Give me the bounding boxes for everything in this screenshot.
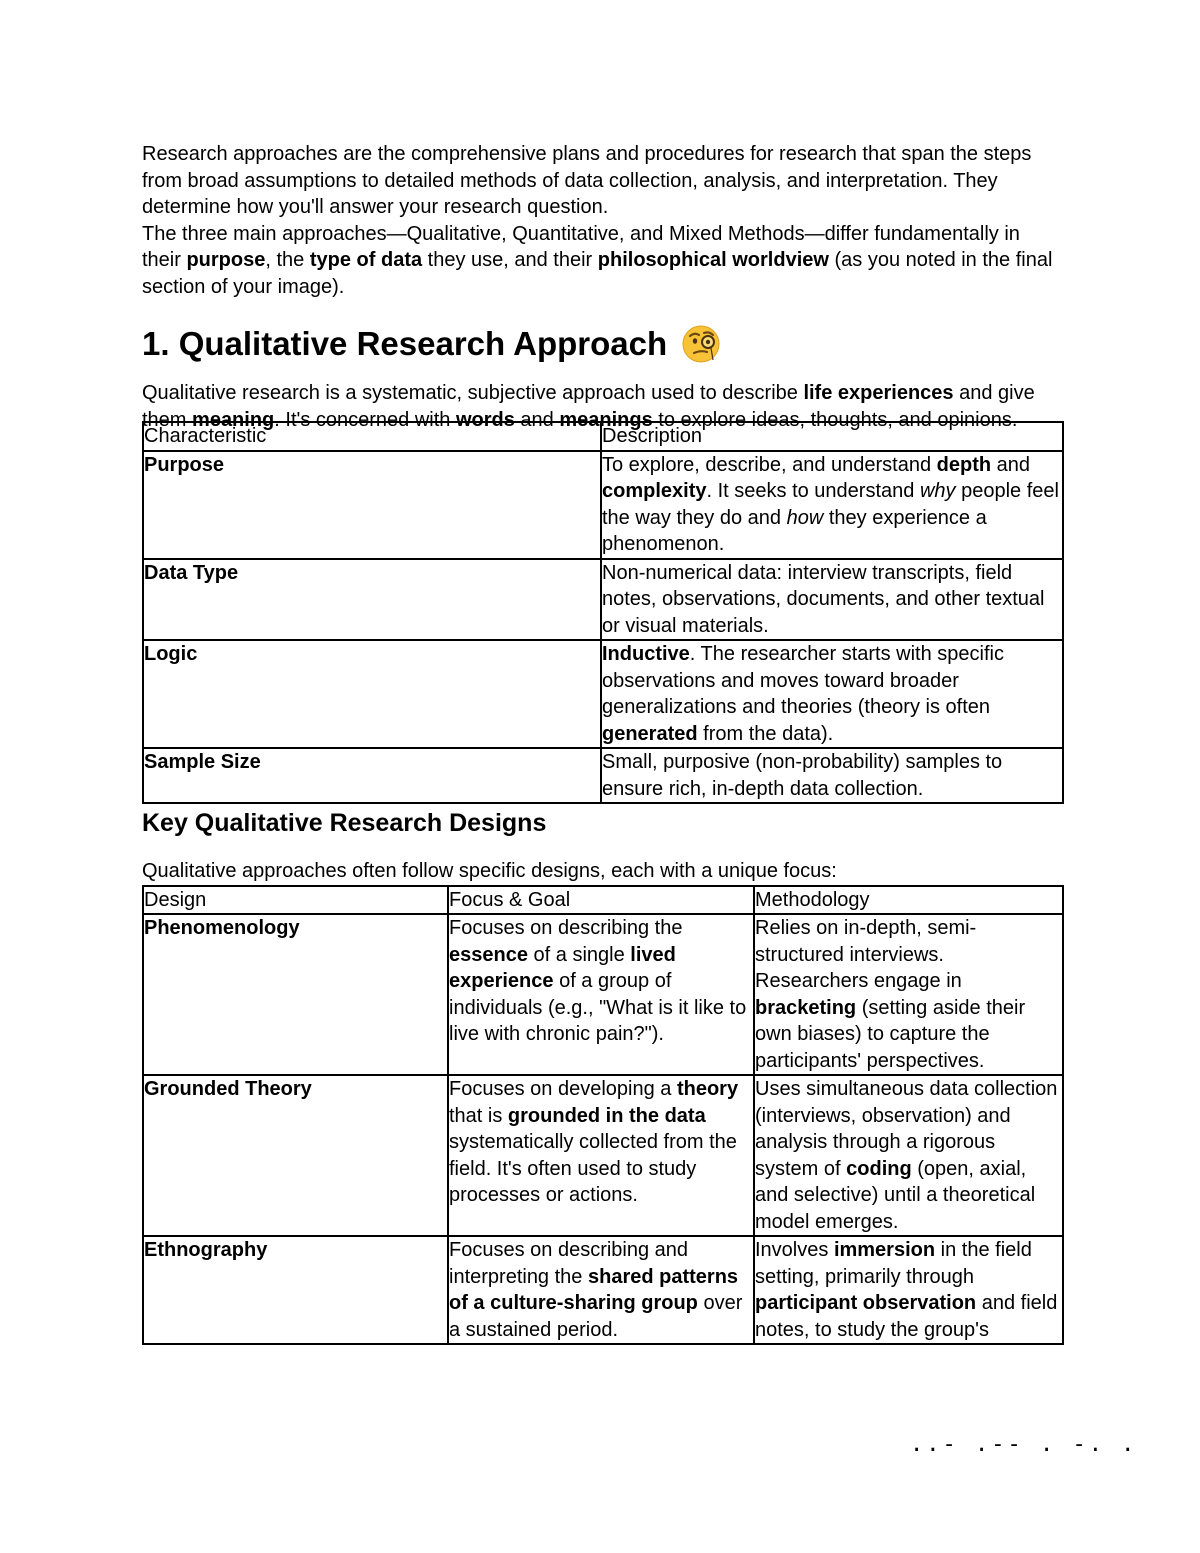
intro-paragraph-1: Research approaches are the comprehensive plans and procedures for research that span the steps from broad assumptions to detailed methods of data collection, analysis, and interpretation. They determine how you'll answer your research question. — [142, 143, 1032, 218]
bold-run: meaning — [192, 408, 275, 431]
design-method — [754, 1075, 1063, 1236]
text-run: Focuses on describing and interpreting the — [449, 1239, 689, 1288]
bold-run: shared patterns of a culture-sharing group — [449, 1265, 739, 1314]
bold-run: complexity — [602, 480, 707, 502]
row-description: Small, purposive (non-probability) samples to ensure rich, in-depth data collection. — [601, 748, 1063, 803]
row-description: Non-numerical data: interview transcripts, field notes, observations, documents, and other textual or visual materials. — [601, 559, 1063, 641]
text-run: Focuses on describing the — [449, 917, 683, 939]
row-description — [601, 640, 1063, 748]
table-row — [143, 1236, 1063, 1344]
text-run: , the — [265, 249, 310, 271]
text-run: people feel the way they do and — [602, 480, 1059, 529]
column-header: Focus & Goal — [448, 886, 754, 915]
text-run: that is — [449, 1104, 508, 1127]
text-run: (as you noted in the final section of your image). — [142, 249, 1053, 298]
text-run: . It seeks to understand — [706, 480, 920, 502]
row-label-text: Purpose — [144, 453, 225, 476]
table-row — [143, 640, 1063, 748]
bold-run: words — [455, 408, 515, 431]
design-method — [754, 1236, 1063, 1344]
row-label — [143, 748, 601, 803]
text-run: Qualitative research is a systematic, subjective approach used to describe — [142, 382, 804, 404]
text-run: . The researcher starts with specific observations and moves toward broader generalizations and theories (theory is often — [602, 643, 1004, 718]
section-heading-qualitative — [142, 322, 1062, 366]
bold-run: philosophical worldview — [597, 249, 829, 271]
design-focus — [448, 914, 754, 1075]
design-focus — [448, 1075, 754, 1236]
text-run: Focuses on developing a — [449, 1078, 677, 1100]
row-label-text: Sample Size — [144, 751, 261, 773]
text-run: they experience a phenomenon. — [602, 506, 987, 555]
italic-run: how — [786, 506, 824, 529]
table-row — [143, 559, 1063, 641]
row-label — [143, 559, 601, 641]
characteristics-table — [142, 421, 1064, 804]
design-name — [143, 914, 448, 1075]
design-name — [143, 1236, 448, 1344]
section-heading-designs: Key Qualitative Research Designs — [142, 809, 547, 837]
italic-run: why — [919, 480, 956, 502]
row-label — [143, 640, 601, 748]
text-run: in the field setting, primarily through — [755, 1239, 1032, 1288]
text-run: systematically collected from the field. It's often used to study processes or actions. — [449, 1131, 737, 1206]
text-run: Relies on in-depth, semi-structured interviews. Researchers engage in — [755, 917, 977, 992]
designs-table — [142, 885, 1064, 1346]
bold-run: bracketing — [755, 996, 857, 1019]
text-run: (setting aside their own biases) to capture the participants' perspectives. — [755, 996, 1026, 1072]
bold-run: generated — [602, 722, 698, 745]
row-label-text: Data Type — [144, 561, 239, 584]
design-focus — [448, 1236, 754, 1344]
text-run: To explore, describe, and understand — [602, 453, 937, 476]
design-name — [143, 1075, 448, 1236]
design-name-text: Ethnography — [144, 1239, 268, 1261]
bold-run: type of data — [309, 249, 423, 271]
text-run: over a sustained period. — [449, 1292, 743, 1341]
bold-run: depth — [936, 453, 992, 476]
text-run: they use, and their — [422, 249, 598, 271]
row-description — [601, 451, 1063, 559]
bold-run: coding — [846, 1157, 912, 1180]
text-run: . It's concerned with — [274, 408, 456, 431]
table-row — [143, 1075, 1063, 1236]
text-run: of a single — [527, 943, 631, 966]
column-header: Description — [601, 422, 1063, 451]
column-header: Characteristic — [143, 422, 601, 451]
text-run: from the data). — [697, 722, 834, 745]
section-title: 1. Qualitative Research Approach — [142, 325, 668, 362]
text-run: to explore ideas, thoughts, and opinions. — [652, 408, 1018, 431]
footer-mark: ..- .-- . -. . — [910, 1432, 1138, 1457]
designs-description: Qualitative approaches often follow specific designs, each with a unique focus: — [142, 860, 837, 882]
text-run: Uses simultaneous data collection (interviews, observation) and analysis through a rigorous system of — [755, 1078, 1058, 1180]
text-run: of a group of individuals (e.g., "What is it like to live with chronic pain?"). — [449, 970, 747, 1045]
text-run: and — [514, 408, 560, 431]
column-header: Methodology — [754, 886, 1063, 915]
bold-run: life experiences — [803, 382, 954, 404]
bold-run: Inductive — [602, 643, 690, 665]
document-page — [142, 141, 1062, 1345]
design-name-text: Phenomenology — [144, 917, 300, 939]
table-row — [143, 451, 1063, 559]
face-with-monocle-icon — [681, 324, 721, 364]
row-label-text: Logic — [144, 643, 198, 665]
row-label — [143, 451, 601, 559]
bold-run: purpose — [186, 249, 266, 271]
column-header: Design — [143, 886, 448, 915]
bold-run: essence — [449, 943, 528, 966]
text-run: The three main approaches—Qualitative, Quantitative, and Mixed Methods—differ fundamentally in their — [142, 222, 1020, 271]
bold-run: immersion — [833, 1239, 936, 1261]
bold-run: participant observation — [755, 1292, 977, 1314]
bold-run: meanings — [559, 408, 653, 431]
design-method — [754, 914, 1063, 1075]
intro-paragraph-2 — [142, 221, 1062, 301]
bold-run: grounded in the data — [507, 1104, 706, 1127]
table-row — [143, 748, 1063, 803]
bold-run: lived experience — [449, 943, 676, 992]
design-name-text: Grounded Theory — [144, 1078, 312, 1100]
text-run: and give them — [142, 382, 1035, 431]
table-row — [143, 914, 1063, 1075]
text-run: and field notes, to study the group's — [755, 1292, 1058, 1341]
bold-run: theory — [676, 1078, 739, 1100]
text-run: and — [991, 453, 1031, 476]
table-header-row — [143, 886, 1063, 915]
text-run: (open, axial, and selective) until a theoretical model emerges. — [755, 1157, 1036, 1233]
text-run: Involves — [755, 1239, 834, 1261]
